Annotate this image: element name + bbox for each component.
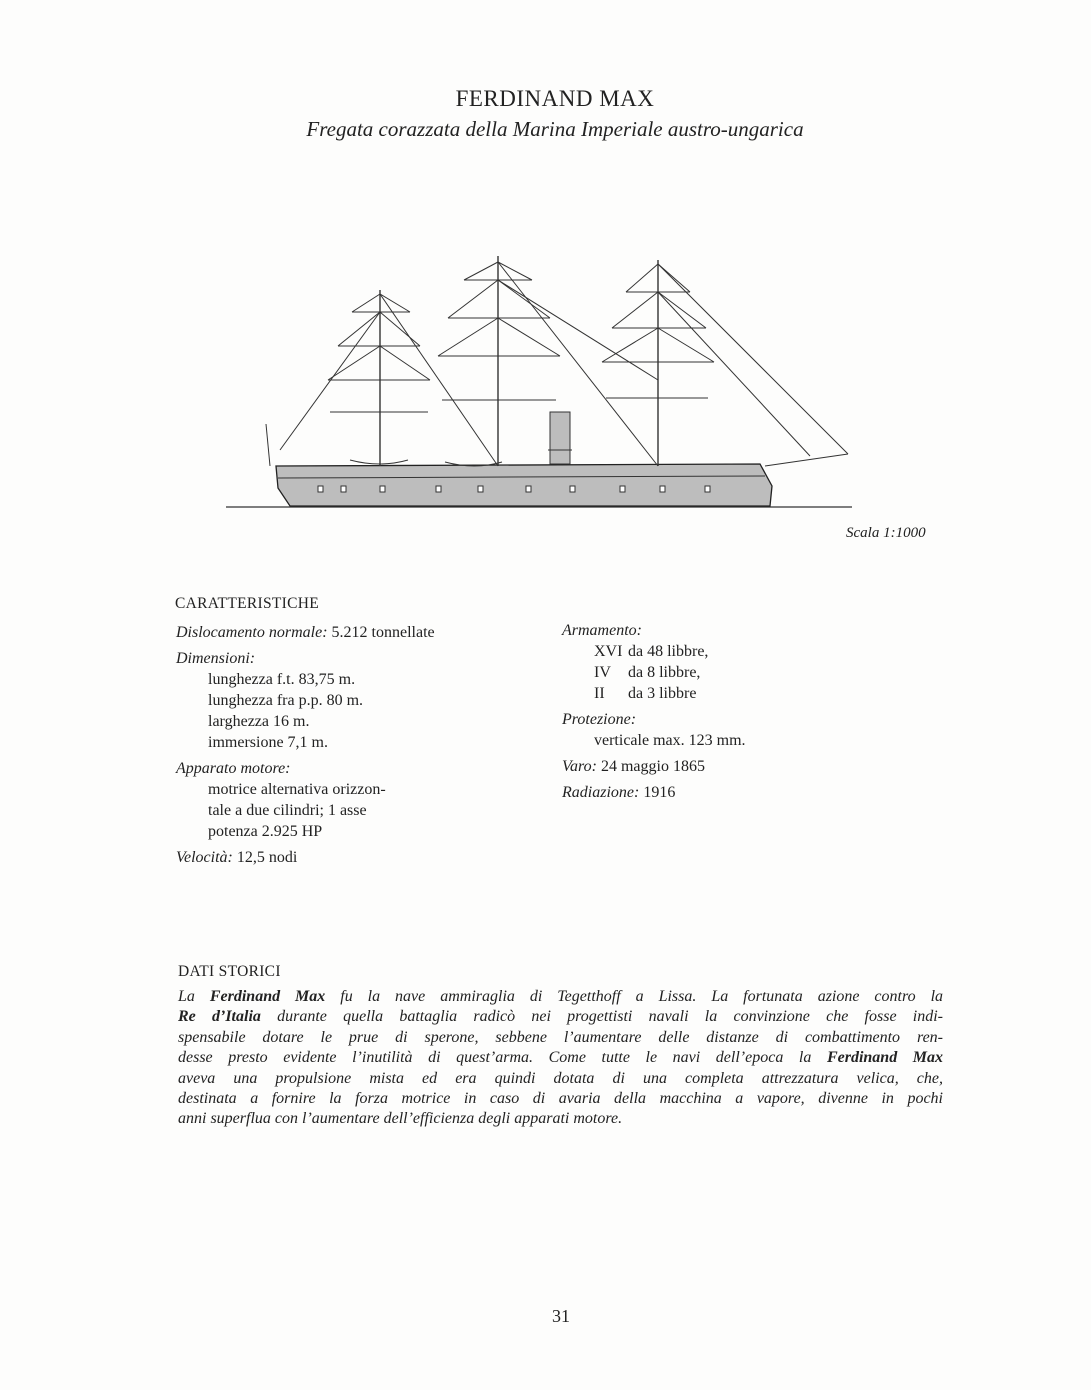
dislocamento-label: Dislocamento normale:: [176, 624, 328, 641]
armamento-num: XVI: [594, 643, 623, 660]
history-text: spensabile dotare le prue di sperone, sebbene l’aumentare delle distanze di combattimento ren-: [178, 1028, 943, 1046]
armamento-num: IV: [594, 664, 611, 681]
history-ship-name: Re d’Italia: [178, 1008, 261, 1026]
dislocamento-row: [176, 622, 556, 643]
history-text: aveva una propulsione mista ed era quindi dotata di una completa attrezzatura velica, che,: [178, 1069, 943, 1087]
history-text: durante quella battaglia radicò nei progettisti navali la convinzione che fosse indi-: [260, 1008, 943, 1026]
history-text: anni superflua con l’aumentare dell’efficienza degli apparati motore.: [178, 1110, 623, 1128]
history-text: desse presto evidente l’inutilità di quest’arma. Come tutte le navi dell’epoca la: [178, 1049, 827, 1067]
history-line: [178, 1069, 943, 1089]
radiazione-value: 1916: [639, 784, 676, 801]
radiazione-label: Radiazione:: [562, 784, 640, 801]
specs-left-column: [176, 622, 556, 868]
armamento-label: Armamento:: [562, 622, 642, 639]
armamento-text: da 3 libbre: [628, 685, 697, 702]
page-number: 31: [552, 1306, 570, 1326]
scale-note: Scala 1:1000: [846, 525, 926, 541]
history-line: [178, 1007, 943, 1027]
history-line: [178, 1048, 943, 1068]
dimensioni-item: lunghezza fra p.p. 80 m.: [208, 692, 364, 709]
history-ship-name: Ferdinand Max: [826, 1049, 944, 1067]
history-text: destinata a fornire la forza motrice in caso di avaria della macchina a vapore, divenne in pochi: [178, 1090, 943, 1108]
page-title: FERDINAND MAX: [455, 86, 655, 111]
history-line: [178, 1089, 943, 1109]
apparato-label: Apparato motore:: [176, 760, 291, 777]
history-text: La: [178, 988, 210, 1005]
armamento-item: [562, 662, 882, 683]
dati-storici-heading: DATI STORICI: [178, 963, 281, 980]
apparato-item: motrice alternativa orizzon-: [208, 781, 386, 798]
armamento-item: [562, 683, 882, 704]
page-subtitle: Fregata corazzata della Marina Imperiale austro-ungarica: [306, 117, 804, 141]
ship-profile-drawing: [220, 250, 860, 520]
protezione-value: verticale max. 123 mm.: [594, 732, 746, 749]
specs-right-column: [562, 620, 882, 803]
apparato-item: potenza 2.925 HP: [208, 823, 323, 840]
velocita-value: 12,5 nodi: [232, 849, 298, 866]
history-text: fu la nave ammiraglia di Tegetthoff a Lissa. La fortunata azione contro la: [325, 988, 944, 1005]
dislocamento-value: 5.212 tonnellate: [327, 624, 435, 641]
history-line: [178, 1028, 943, 1048]
dimensioni-item: immersione 7,1 m.: [208, 734, 328, 751]
apparato-item: tale a due cilindri; 1 asse: [208, 802, 367, 819]
dimensioni-label: Dimensioni:: [176, 650, 256, 667]
armamento-num: II: [594, 685, 605, 702]
velocita-label: Velocità:: [176, 849, 233, 866]
armamento-item: [562, 641, 882, 662]
velocita-row: [176, 847, 556, 868]
varo-label: Varo:: [562, 758, 597, 775]
protezione-label: Protezione:: [562, 711, 637, 728]
dimensioni-item: larghezza 16 m.: [208, 713, 310, 730]
history-line: [178, 1109, 943, 1129]
varo-row: [562, 756, 882, 777]
history-line: [178, 987, 943, 1007]
caratteristiche-heading: CARATTERISTICHE: [175, 595, 319, 612]
radiazione-row: [562, 782, 882, 803]
armamento-text: da 48 libbre,: [628, 643, 709, 660]
armamento-text: da 8 libbre,: [628, 664, 701, 681]
history-ship-name: Ferdinand Max: [209, 988, 326, 1005]
varo-value: 24 maggio 1865: [596, 758, 705, 775]
dimensioni-item: lunghezza f.t. 83,75 m.: [208, 671, 356, 688]
dati-storici-paragraph: [178, 987, 943, 1130]
